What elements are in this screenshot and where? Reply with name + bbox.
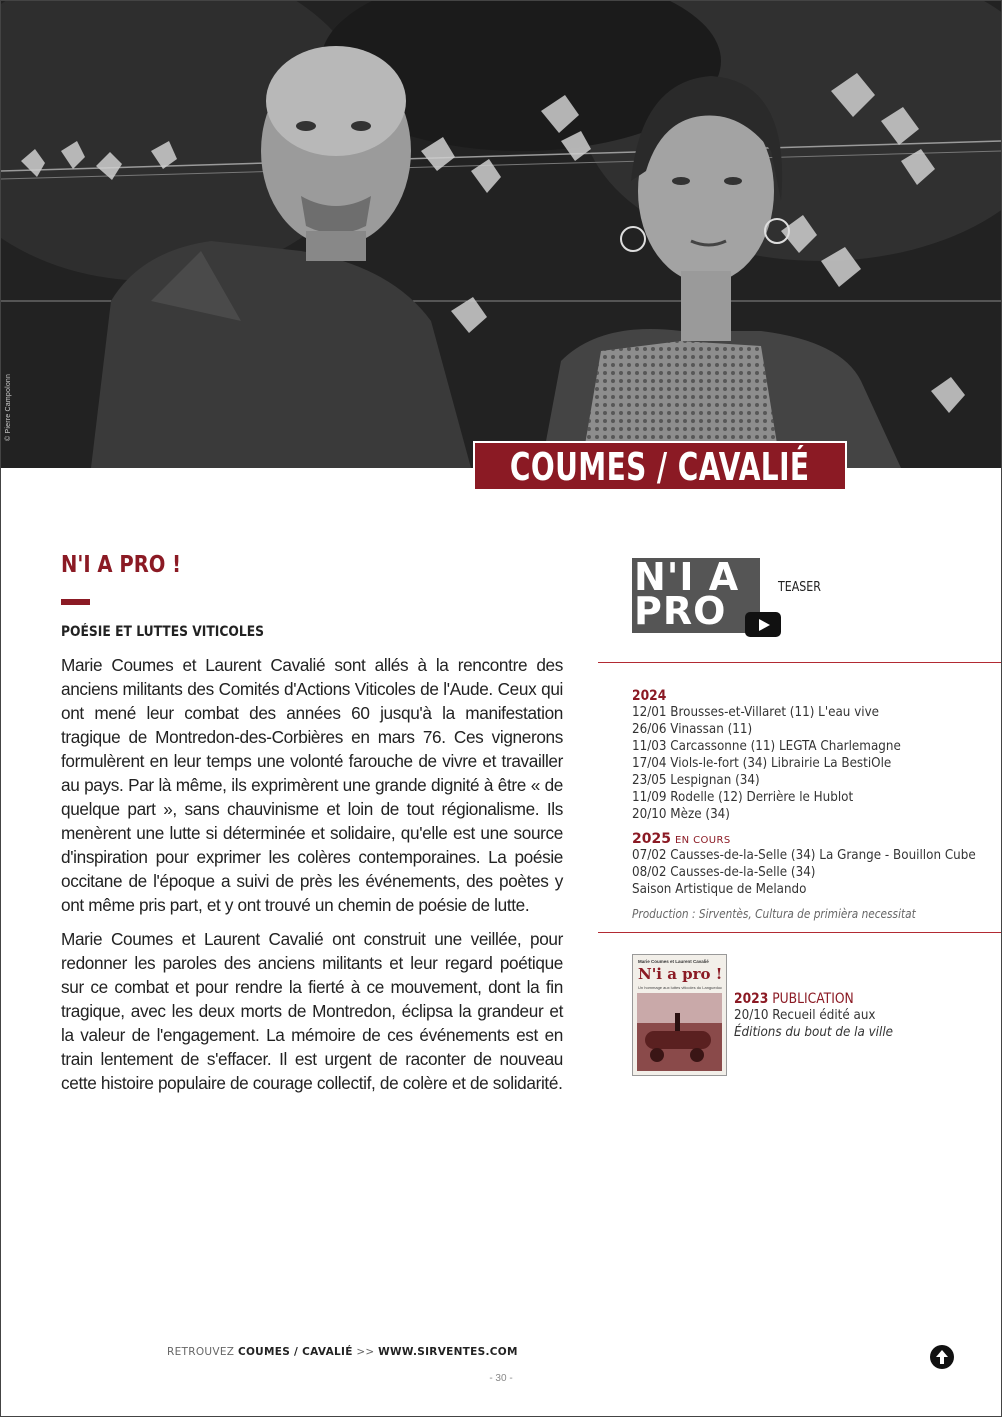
date-text: 23/05 Lespignan (34)	[632, 772, 760, 788]
teaser-thumb-line1: N'I A	[634, 558, 740, 599]
book-authors: Marie Coumes et Laurent Cavalié	[638, 959, 709, 964]
footer-name: COUMES / CAVALIÉ	[237, 1346, 353, 1358]
teaser-thumb-title	[634, 558, 740, 633]
divider	[598, 932, 1002, 933]
show-description	[61, 653, 563, 1105]
publication-line	[734, 1007, 915, 1024]
teaser-video-thumbnail[interactable]	[632, 558, 760, 633]
footer-prefix: RETROUVEZ	[167, 1346, 235, 1358]
footer	[167, 1346, 518, 1358]
date-text: 17/04 Viols-le-fort (34) Librairie La BestiOle	[632, 755, 892, 771]
date-text: 12/01 Brousses-et-Villaret (11) L'eau vive	[632, 704, 880, 720]
show-title-text: N'I A PRO !	[61, 552, 182, 578]
artist-title-banner	[473, 441, 847, 491]
arrow-up-glyph	[930, 1345, 954, 1369]
year-2024	[632, 688, 992, 704]
publication-year: 2023	[734, 991, 769, 1007]
year-2025	[632, 831, 992, 847]
book-cover-photo	[637, 993, 722, 1071]
book-cover-illustration	[637, 993, 722, 1071]
hero-photo-illustration	[1, 1, 1001, 468]
publication-line	[734, 1024, 915, 1041]
footer-link[interactable]: WWW.SIRVENTES.COM	[378, 1346, 518, 1358]
teaser-thumb-line2: PRO	[634, 589, 727, 633]
date-item	[632, 806, 992, 823]
title-underline	[61, 599, 90, 605]
page-number: - 30 -	[489, 1373, 513, 1384]
date-text: 20/10 Mèze (34)	[632, 806, 730, 822]
publication-line1: 20/10 Recueil édité aux	[734, 1007, 876, 1023]
year-2024-text: 2024	[632, 688, 667, 704]
date-text: 11/09 Rodelle (12) Derrière le Hublot	[632, 789, 854, 805]
show-title	[61, 552, 202, 578]
date-item	[632, 738, 992, 755]
publication-label: PUBLICATION	[772, 991, 854, 1007]
publication-heading	[734, 991, 915, 1007]
publication-info	[734, 991, 915, 1041]
year-2025-text: 2025	[632, 831, 671, 847]
date-text: Saison Artistique de Melando	[632, 881, 807, 897]
spacer	[632, 823, 992, 829]
date-item	[632, 755, 992, 772]
divider	[598, 662, 1002, 663]
play-icon[interactable]	[745, 612, 781, 637]
date-item	[632, 881, 992, 898]
date-item	[632, 789, 992, 806]
date-item	[632, 721, 992, 738]
teaser-label[interactable]	[778, 580, 829, 595]
date-item	[632, 704, 992, 721]
footer-arrows: >>	[356, 1346, 375, 1358]
production-credit	[632, 907, 954, 921]
year-2025-note: EN COURS	[674, 835, 731, 846]
production-text: Production : Sirventès, Cultura de primièra necessitat	[632, 907, 916, 921]
date-text: 11/03 Carcassonne (11) LEGTA Charlemagne	[632, 738, 901, 754]
show-subtitle-text: POÉSIE ET LUTTES VITICOLES	[61, 624, 265, 640]
date-text: 26/06 Vinassan (11)	[632, 721, 753, 737]
book-subtitle: Un hommage aux luttes viticoles du Languedoc	[638, 985, 723, 990]
teaser-label-text: TEASER	[778, 580, 821, 595]
show-subtitle	[61, 624, 292, 640]
book-cover	[632, 954, 727, 1076]
date-item	[632, 847, 992, 864]
description-paragraph: Marie Coumes et Laurent Cavalié ont construit une veillée, pour redonner les paroles des anciens militants et leur regard poétique sur ce combat et pour rendre la fierté à ce mouvement, dont la fin tragique, avec les deux morts de Montredon, éclipsa la grandeur et la valeur de l'engagement. La mémoire de ces événements est en train lentement de s'effacer. Il est urgent de raconter de nouveau cette histoire populaire de courage collectif, de colère et de solidarité.	[61, 929, 563, 1093]
hero-photo	[1, 1, 1001, 468]
date-item	[632, 772, 992, 789]
date-text: 07/02 Causses-de-la-Selle (34) La Grange - Bouillon Cube	[632, 847, 976, 863]
arrow-up-icon[interactable]	[930, 1345, 954, 1369]
tour-dates	[632, 686, 992, 898]
description-paragraph: Marie Coumes et Laurent Cavalié sont allés à la rencontre des anciens militants des Comités d'Actions Viticoles de l'Aude. Ceux qui ont mené leur combat des années 60 jusqu'à la manifestation tragique de Montredon-des-Corbières en mars 76. Ces vignerons formulèrent en leur temps une volonté farouche de vivre et travailler au pays. Par là même, ils exprimèrent une grande dignité à être « de quelque part », sans chauvinisme et loin de tout régionalisme. Ils menèrent une lutte si déterminée et solidaire, qu'elle est une source d'inspiration pour exprimer les colères contemporaines. La poésie occitane de l'époque a suivi de près les événements, des poètes y ont même pris part, et y ont trouvé un chemin de poésie de lutte.	[61, 655, 563, 915]
date-text: 08/02 Causses-de-la-Selle (34)	[632, 864, 816, 880]
photo-credit: © Pierre Campolonn	[5, 373, 12, 441]
date-item	[632, 864, 992, 881]
artist-title: COUMES / CAVALIÉ	[510, 445, 810, 489]
publication-line2: Éditions du bout de la ville	[734, 1024, 894, 1040]
book-title: N'i a pro !	[638, 965, 723, 983]
